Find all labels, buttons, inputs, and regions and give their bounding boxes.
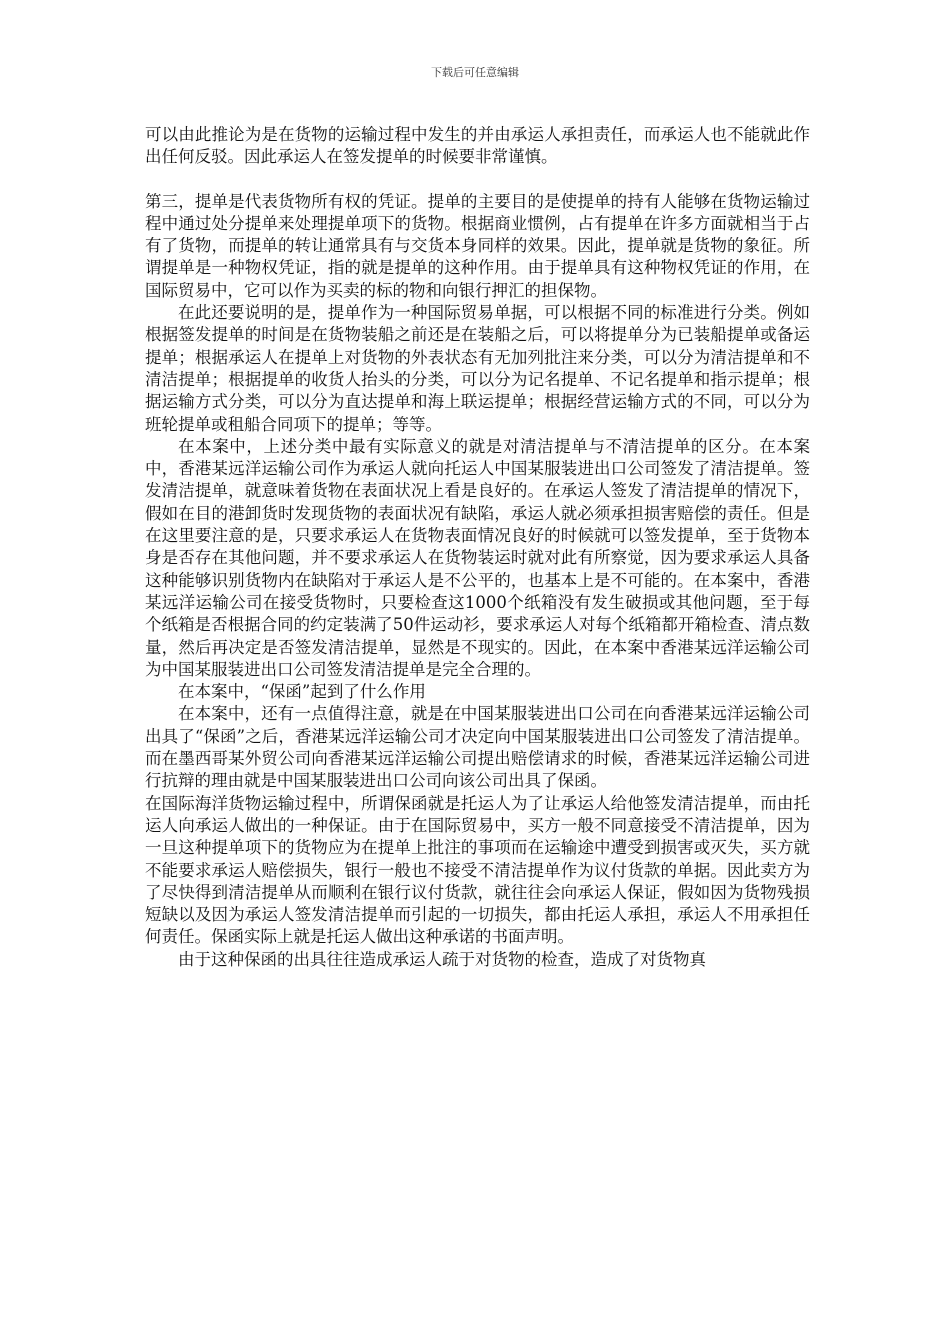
paragraph-clean-bill: 在本案中，上述分类中最有实际意义的就是对清洁提单与不清洁提单的区分。在本案中，香港某远洋运输公司作为承运人就向托运人中国某服装进出口公司签发了清洁提单。签发清洁提单，就意味着货物在表面状况上看是良好的。在承运人签发了清洁提单的情况下，假如在目的港卸货时发现货物的表面状况有缺陷，承运人就必须承担损害赔偿的责任。但是在这里要注意的是，只要求承运人在货物表面情况良好的时候就可以签发提单，至于货物本身是否存在其他问题，并不要求承运人在货物装运时就对此有所察觉，因为要求承运人具备这种能够识别货物内在缺陷对于承运人是不公平的，也基本上是不可能的。在本案中，香港某远洋运输公司在接受货物时，只要检查这1000个纸箱没有发生破损或其他问题，至于每个纸箱是否根据合同的约定装满了50件运动衫，要求承运人对每个纸箱都开箱检查、清点数量，然后再决定是否签发清洁提单，显然是不现实的。因此，在本案中香港某远洋运输公司为中国某服装进出口公司签发清洁提单是完全合理的。	[145, 436, 810, 679]
page-header: 下载后可任意编辑	[431, 66, 519, 79]
paragraph-third-point: 第三，提单是代表货物所有权的凭证。提单的主要目的是使提单的持有人能够在货物运输过程中通过处分提单来处理提单项下的货物。根据商业惯例，占有提单在许多方面就相当于占有了货物，而提单的转让通常具有与交货本身同样的效果。因此，提单就是货物的象征。所谓提单是一种物权凭证，指的就是提单的这种作用。由于提单具有这种物权凭证的作用，在国际贸易中，它可以作为买卖的标的物和向银行押汇的担保物。	[145, 191, 810, 300]
paragraph-continuation: 可以由此推论为是在货物的运输过程中发生的并由承运人承担责任，而承运人也不能就此作出任何反驳。因此承运人在签发提单的时候要非常谨慎。	[145, 125, 810, 167]
paragraph-guarantee-context: 在本案中，还有一点值得注意，就是在中国某服装进出口公司在向香港某远洋运输公司出具了“保函”之后，香港某远洋运输公司才决定向中国某服装进出口公司签发了清洁提单。而在墨西哥某外贸公司向香港某远洋运输公司提出赔偿请求的时候，香港某远洋运输公司进行抗辩的理由就是中国某服装进出口公司向该公司出具了保函。	[145, 704, 810, 791]
paragraph-classification: 在此还要说明的是，提单作为一种国际贸易单据，可以根据不同的标准进行分类。例如根据签发提单的时间是在货物装船之前还是在装船之后，可以将提单分为已装船提单或备运提单；根据承运人在提单上对货物的外表状态有无加列批注来分类，可以分为清洁提单和不清洁提单；根据提单的收货人抬头的分类，可以分为记名提单、不记名提单和指示提单；根据运输方式分类，可以分为直达提单和海上联运提单；根据经营运输方式的不同，可以分为班轮提单或租船合同项下的提单；等等。	[145, 303, 810, 434]
paragraph-guarantee-definition: 在国际海洋货物运输过程中，所谓保函就是托运人为了让承运人给他签发清洁提单，而由托运人向承运人做出的一种保证。由于在国际贸易中，买方一般不同意接受不清洁提单，因为一旦这种提单项下的货物应为在提单上批注的事项而在运输途中遭受到损害或灭失，买方就不能要求承运人赔偿损失，银行一般也不接受不清洁提单作为议付货款的单据。因此卖方为了尽快得到清洁提单从而顺利在银行议付货款，就往往会向承运人保证，假如因为货物残损短缺以及因为承运人签发清洁提单而引起的一切损失，都由托运人承担，承运人不用承担任何责任。保函实际上就是托运人做出这种承诺的书面声明。	[145, 793, 810, 947]
paragraph-guarantee-effect: 由于这种保函的出具往往造成承运人疏于对货物的检查，造成了对货物真	[178, 949, 706, 969]
document-body	[145, 124, 810, 971]
paragraph-guarantee-question: 在本案中，“保函”起到了什么作用	[178, 682, 426, 702]
